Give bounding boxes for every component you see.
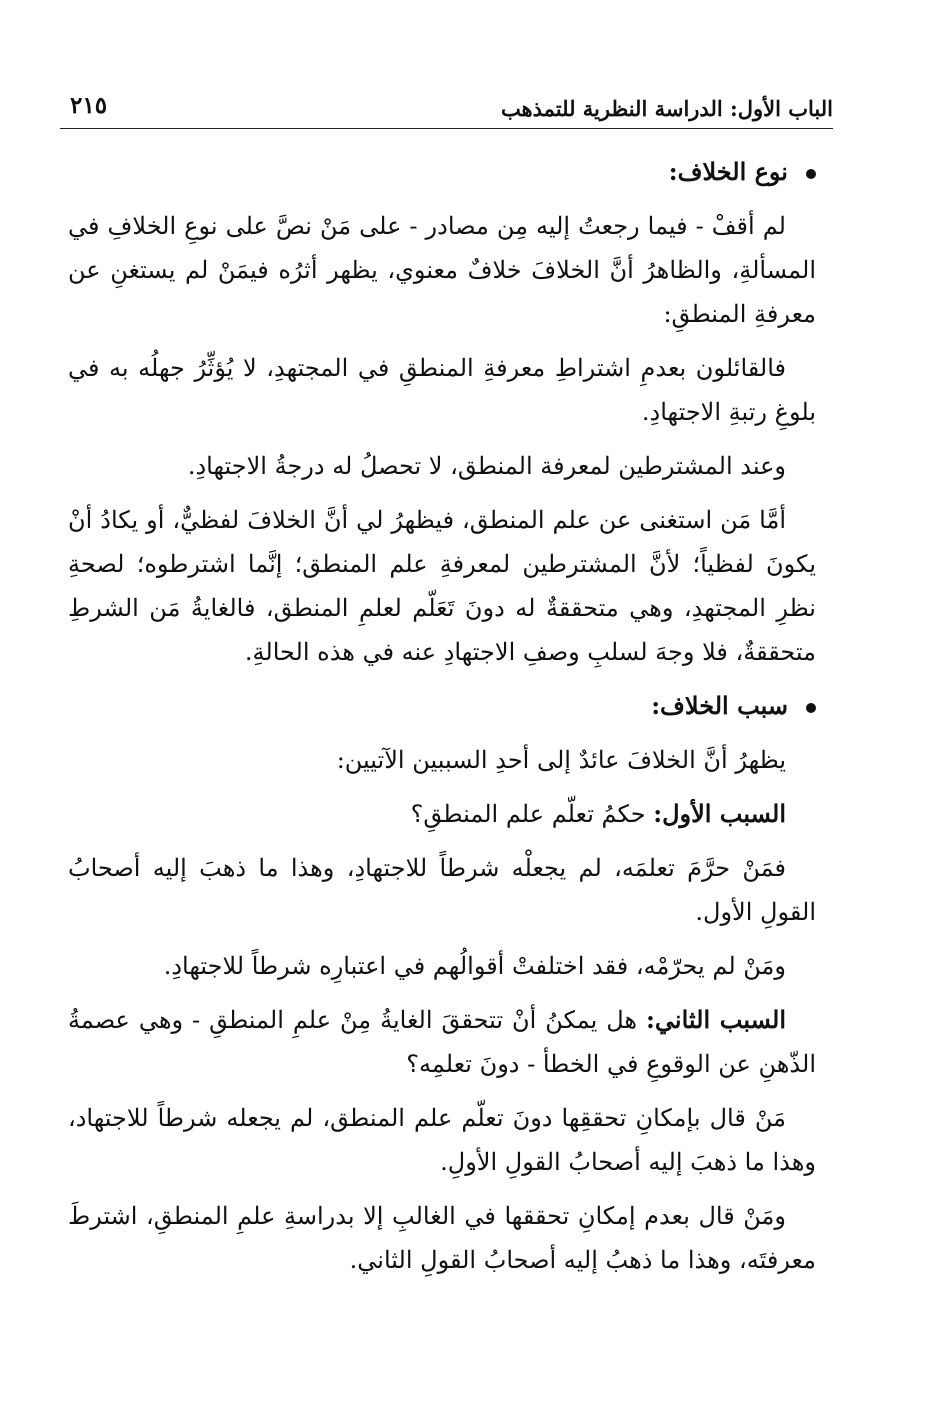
paragraph: ومَنْ قال بعدم إمكانِ تحققها في الغالبِ إلا بدراسةِ علمِ المنطقِ، اشترطَ معرفتَه، وهذا ما ذهبُ إليه أصحابُ القولِ الثاني. <box>68 1202 816 1274</box>
paragraph: أمَّا مَن استغنى عن علم المنطق، فيظهرُ لي أنَّ الخلافَ لفظيٌّ، أو يكادُ أنْ يكونَ لفظياً؛ لأنَّ المشترطين لمعرفةِ علم المنطق؛ إنَّما اشترطوه؛ لصحةِ نظرِ المجتهدِ، وهي متحققةٌ له دونَ تَعَلّم لعلمِ المنطق، فالغايةُ مَن الشرطِ متحققةٌ، فلا وجهَ لسلبِ وصفِ الاجتهادِ عنه في هذه الحالةِ. <box>68 506 816 666</box>
heading-text: نوع الخلاف: <box>668 157 788 186</box>
page-header <box>60 88 833 129</box>
paragraph: فالقائلون بعدمِ اشتراطِ معرفةِ المنطقِ في المجتهدِ، لا يُؤثِّرُ جهلُه به في بلوغِ رتبةِ الاجتهادِ. <box>68 354 816 426</box>
paragraph: ومَنْ لم يحرّمْه، فقد اختلفتْ أقوالُهم في اعتبارِه شرطاً للاجتهادِ. <box>163 952 786 980</box>
paragraph: مَنْ قال بإمكانِ تحققِها دونَ تعلّم علم المنطق، لم يجعله شرطاً للاجتهاد، وهذا ما ذهبَ إليه أصحابُ القولِ الأولِ. <box>68 1104 816 1176</box>
cause-label: السبب الثاني: <box>646 1005 786 1034</box>
paragraph: لم أقفْ - فيما رجعتُ إليه مِن مصادر - على مَنْ نصَّ على نوعِ الخلافِ في المسألةِ، والظاهرُ أنَّ الخلافَ خلافٌ معنوي، يظهر أثرُه فيمَنْ لم يستغنِ عن معرفةِ المنطقِ: <box>68 212 816 328</box>
cause-text: هل يمكنُ أنْ تتحققَ الغايةُ مِنْ علمِ المنطقِ - وهي عصمةُ الذّهنِ عن الوقوعِ في الخطأ - دونَ تعلمِه؟ <box>68 1006 816 1078</box>
section-heading-type-of-disagreement <box>68 150 816 194</box>
section-heading-cause-of-disagreement <box>68 684 816 728</box>
cause-label: السبب الأول: <box>653 799 786 828</box>
page-body <box>68 150 816 1292</box>
paragraph: فمَنْ حرَّمَ تعلمَه، لم يجعلْه شرطاً للاجتهادِ، وهذا ما ذهبَ إليه أصحابُ القولِ الأول. <box>68 854 816 926</box>
bullet-icon <box>806 169 816 179</box>
paragraph: وعند المشترطين لمعرفة المنطق، لا تحصلُ له درجةُ الاجتهادِ. <box>187 452 786 480</box>
cause-text: حكمُ تعلّم علم المنطقِ؟ <box>410 800 646 828</box>
paragraph-cause-one <box>68 792 816 836</box>
page-number: ٢١٥ <box>70 92 108 119</box>
paragraph: يظهرُ أنَّ الخلافَ عائدٌ إلى أحدِ السببين الآتيين: <box>336 746 786 774</box>
bullet-icon <box>806 703 816 713</box>
paragraph-cause-two <box>68 998 816 1086</box>
heading-text: سبب الخلاف: <box>651 691 788 720</box>
running-title: الباب الأول: الدراسة النظرية للتمذهب <box>500 96 833 121</box>
